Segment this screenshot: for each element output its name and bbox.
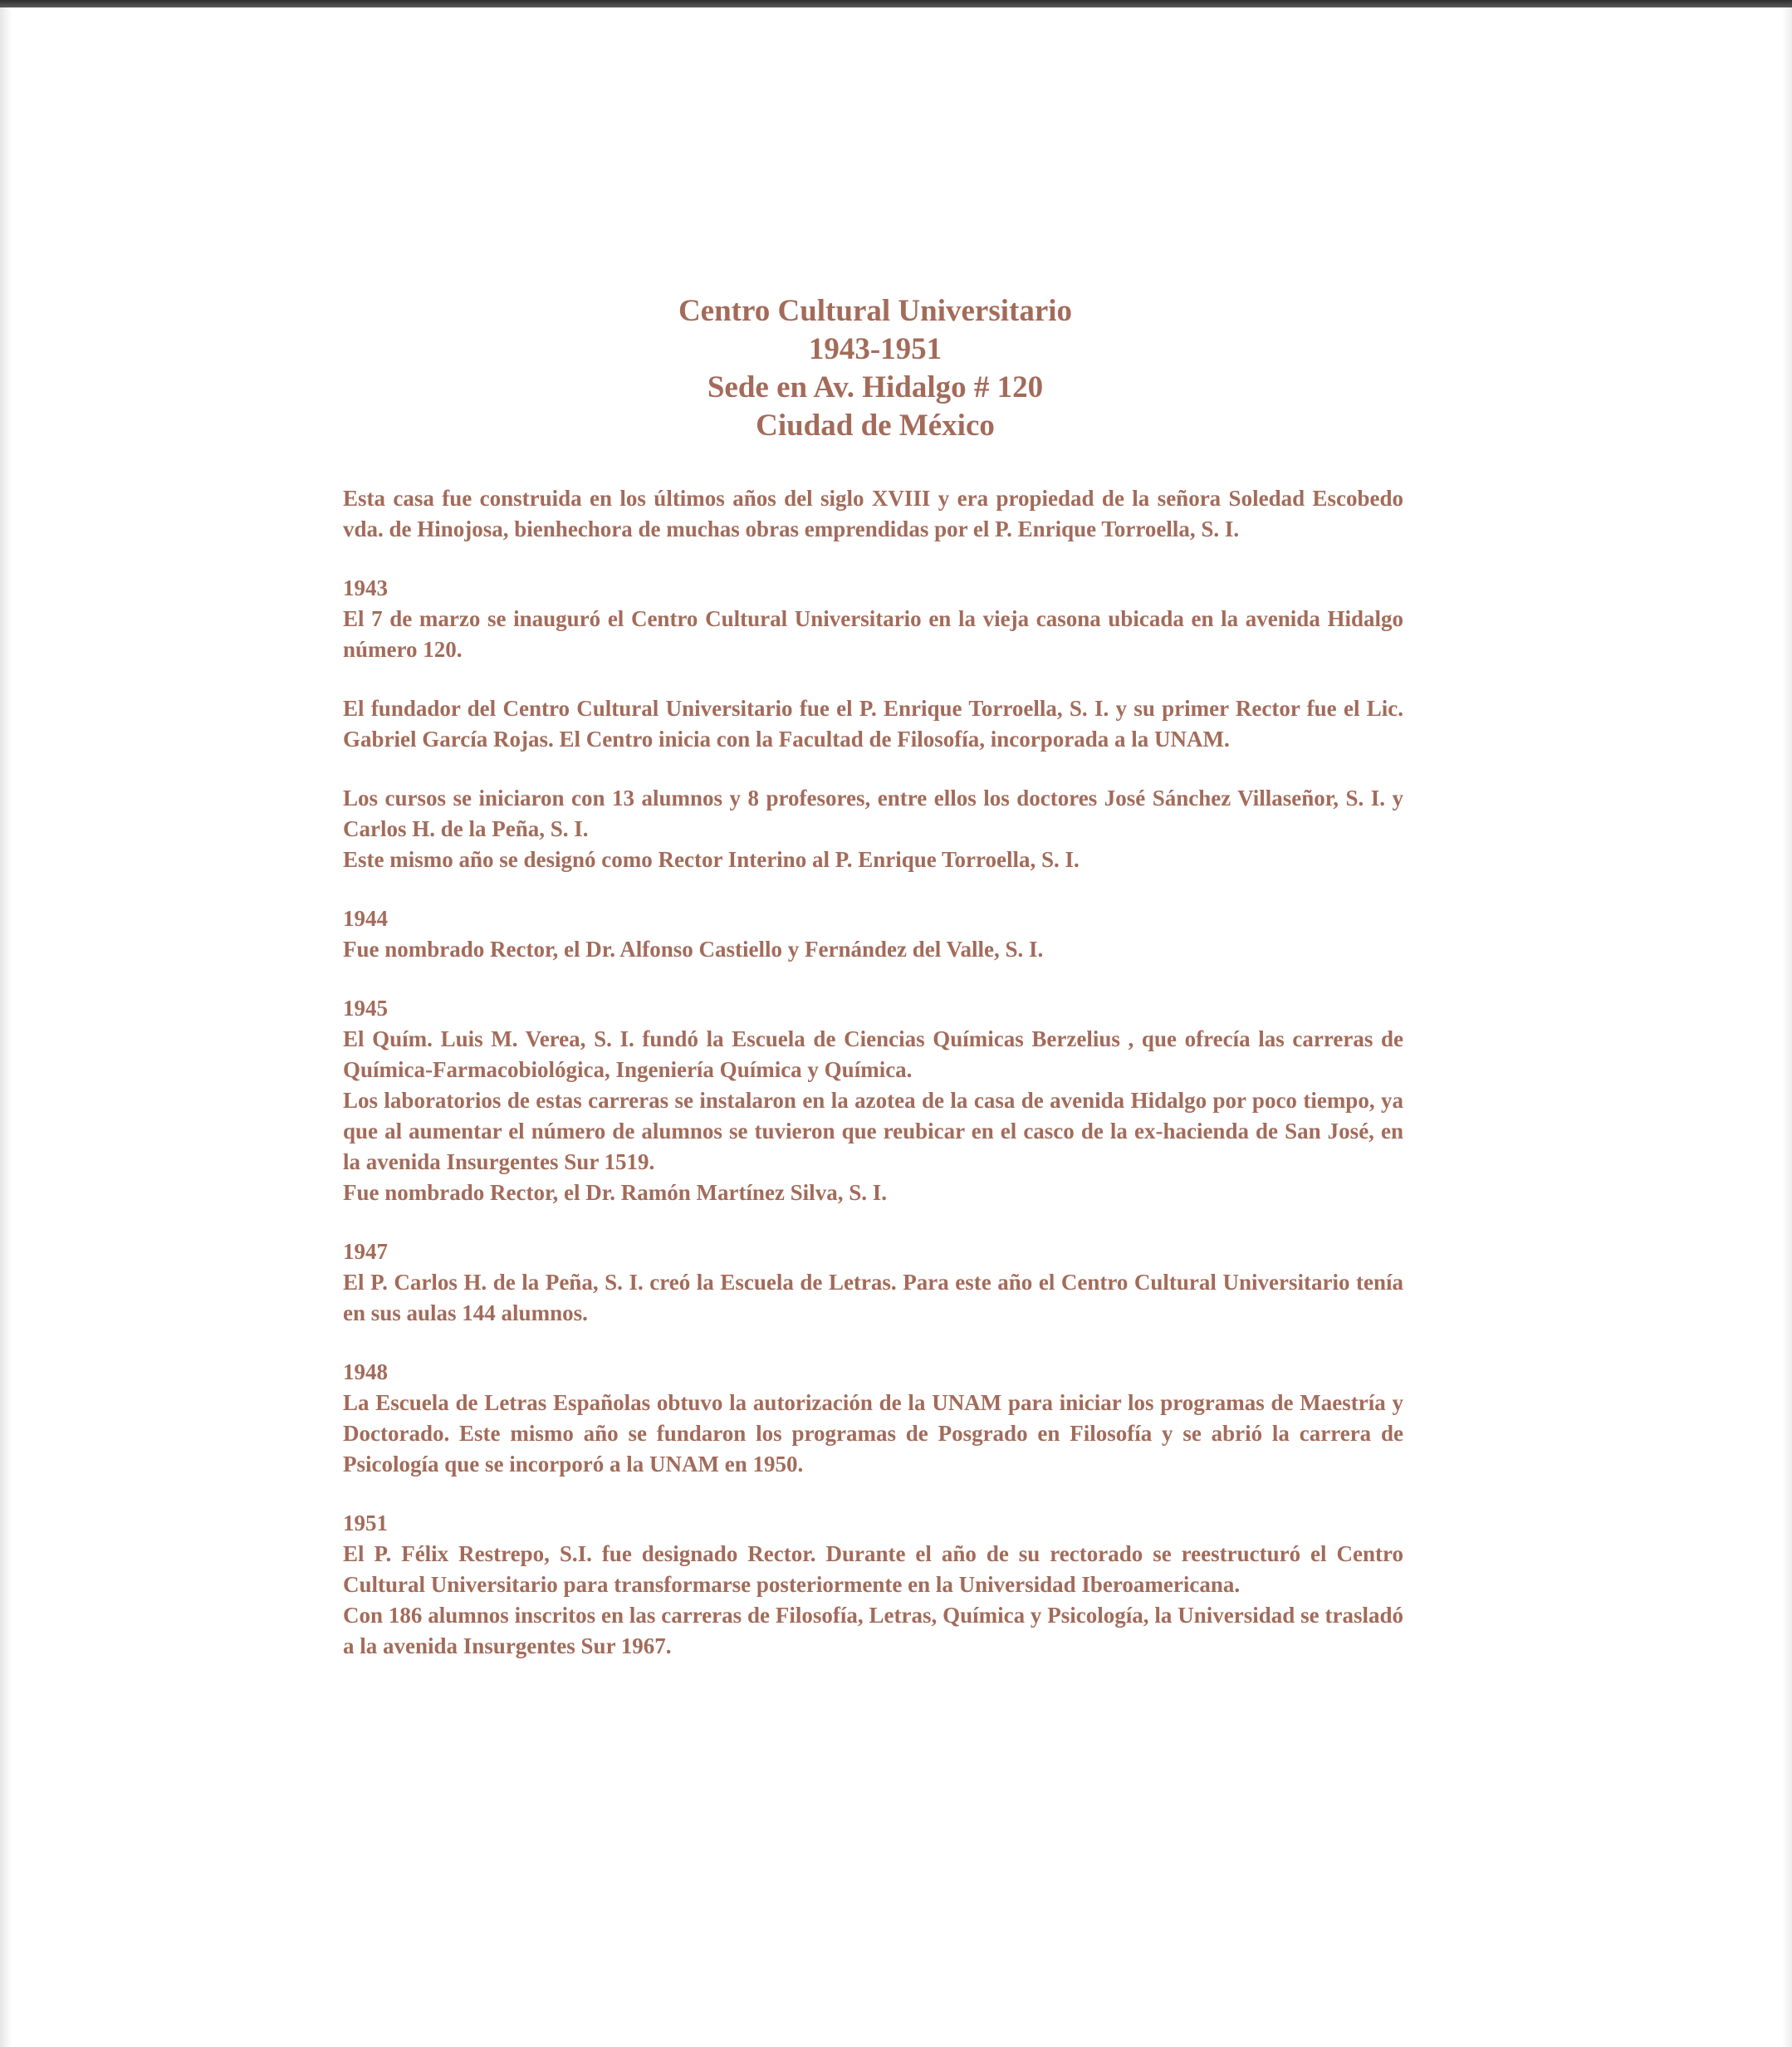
section-paragraph: Este mismo año se designó como Rector Interino al P. Enrique Torroella, S. I. [343, 847, 1080, 872]
year-heading: 1948 [343, 1359, 388, 1384]
section-paragraph: El P. Félix Restrepo, S.I. fue designado Rector. Durante el año de su rectorado se reestructuró el Centro Cultural Universitario para transformarse posteriormente en la Universidad Iberoamericana. [343, 1541, 1403, 1597]
year-heading: 1944 [343, 906, 388, 931]
section-paragraph: El 7 de marzo se inauguró el Centro Cultural Universitario en la vieja casona ubicada en la avenida Hidalgo número 120. [343, 606, 1403, 662]
heading-city: Ciudad de México [756, 409, 995, 443]
heading-years: 1943-1951 [808, 332, 943, 366]
section-paragraph: Los laboratorios de estas carreras se instalaron en la azotea de la casa de avenida Hidalgo por poco tiempo, ya que al aumentar el número de alumnos se tuvieron que reubicar en el casco de la ex-hacienda de San José, en la avenida Insurgentes Sur 1519. [343, 1088, 1403, 1174]
year-heading: 1947 [343, 1239, 388, 1264]
intro-paragraph: Esta casa fue construida en los últimos años del siglo XVIII y era propiedad de la señora Soledad Escobedo vda. de Hinojosa, bienhechora de muchas obras emprendidas por el P. Enrique Torroella, S. I. [343, 486, 1403, 541]
heading-address: Sede en Av. Hidalgo # 120 [707, 370, 1044, 404]
section-paragraph: La Escuela de Letras Españolas obtuvo la autorización de la UNAM para iniciar los programas de Maestría y Doctorado. Este mismo año se fundaron los programas de Posgrado en Filosofía y se abrió la carrera de Psicología que se incorporó a la UNAM en 1950. [343, 1390, 1403, 1476]
year-heading: 1943 [343, 575, 388, 600]
section-paragraph: El fundador del Centro Cultural Universitario fue el P. Enrique Torroella, S. I. y su primer Rector fue el Lic. Gabriel García Rojas. El Centro inicia con la Facultad de Filosofía, incorporada a la UNAM. [343, 696, 1403, 752]
heading-title: Centro Cultural Universitario [678, 294, 1073, 328]
section-paragraph: Fue nombrado Rector, el Dr. Alfonso Castiello y Fernández del Valle, S. I. [343, 937, 1044, 962]
section-paragraph: El P. Carlos H. de la Peña, S. I. creó la Escuela de Letras. Para este año el Centro Cultural Universitario tenía en sus aulas 144 alumnos. [343, 1270, 1403, 1325]
year-heading: 1945 [343, 996, 388, 1021]
section-paragraph: Fue nombrado Rector, el Dr. Ramón Martínez Silva, S. I. [343, 1180, 887, 1205]
section-paragraph: Los cursos se iniciaron con 13 alumnos y 8 profesores, entre ellos los doctores José Sánchez Villaseñor, S. I. y Carlos H. de la Peña, S. I. [343, 786, 1403, 841]
section-paragraph: Con 186 alumnos inscritos en las carreras de Filosofía, Letras, Química y Psicología, la Universidad se trasladó a la avenida Insurgentes Sur 1967. [343, 1603, 1403, 1658]
year-heading: 1951 [343, 1511, 388, 1535]
document-heading [0, 292, 1750, 445]
section-paragraph: El Quím. Luis M. Verea, S. I. fundó la Escuela de Ciencias Químicas Berzelius , que ofrecía las carreras de Química-Farmacobiológica, Ingeniería Química y Química. [343, 1026, 1403, 1082]
document-body [343, 483, 1403, 1662]
